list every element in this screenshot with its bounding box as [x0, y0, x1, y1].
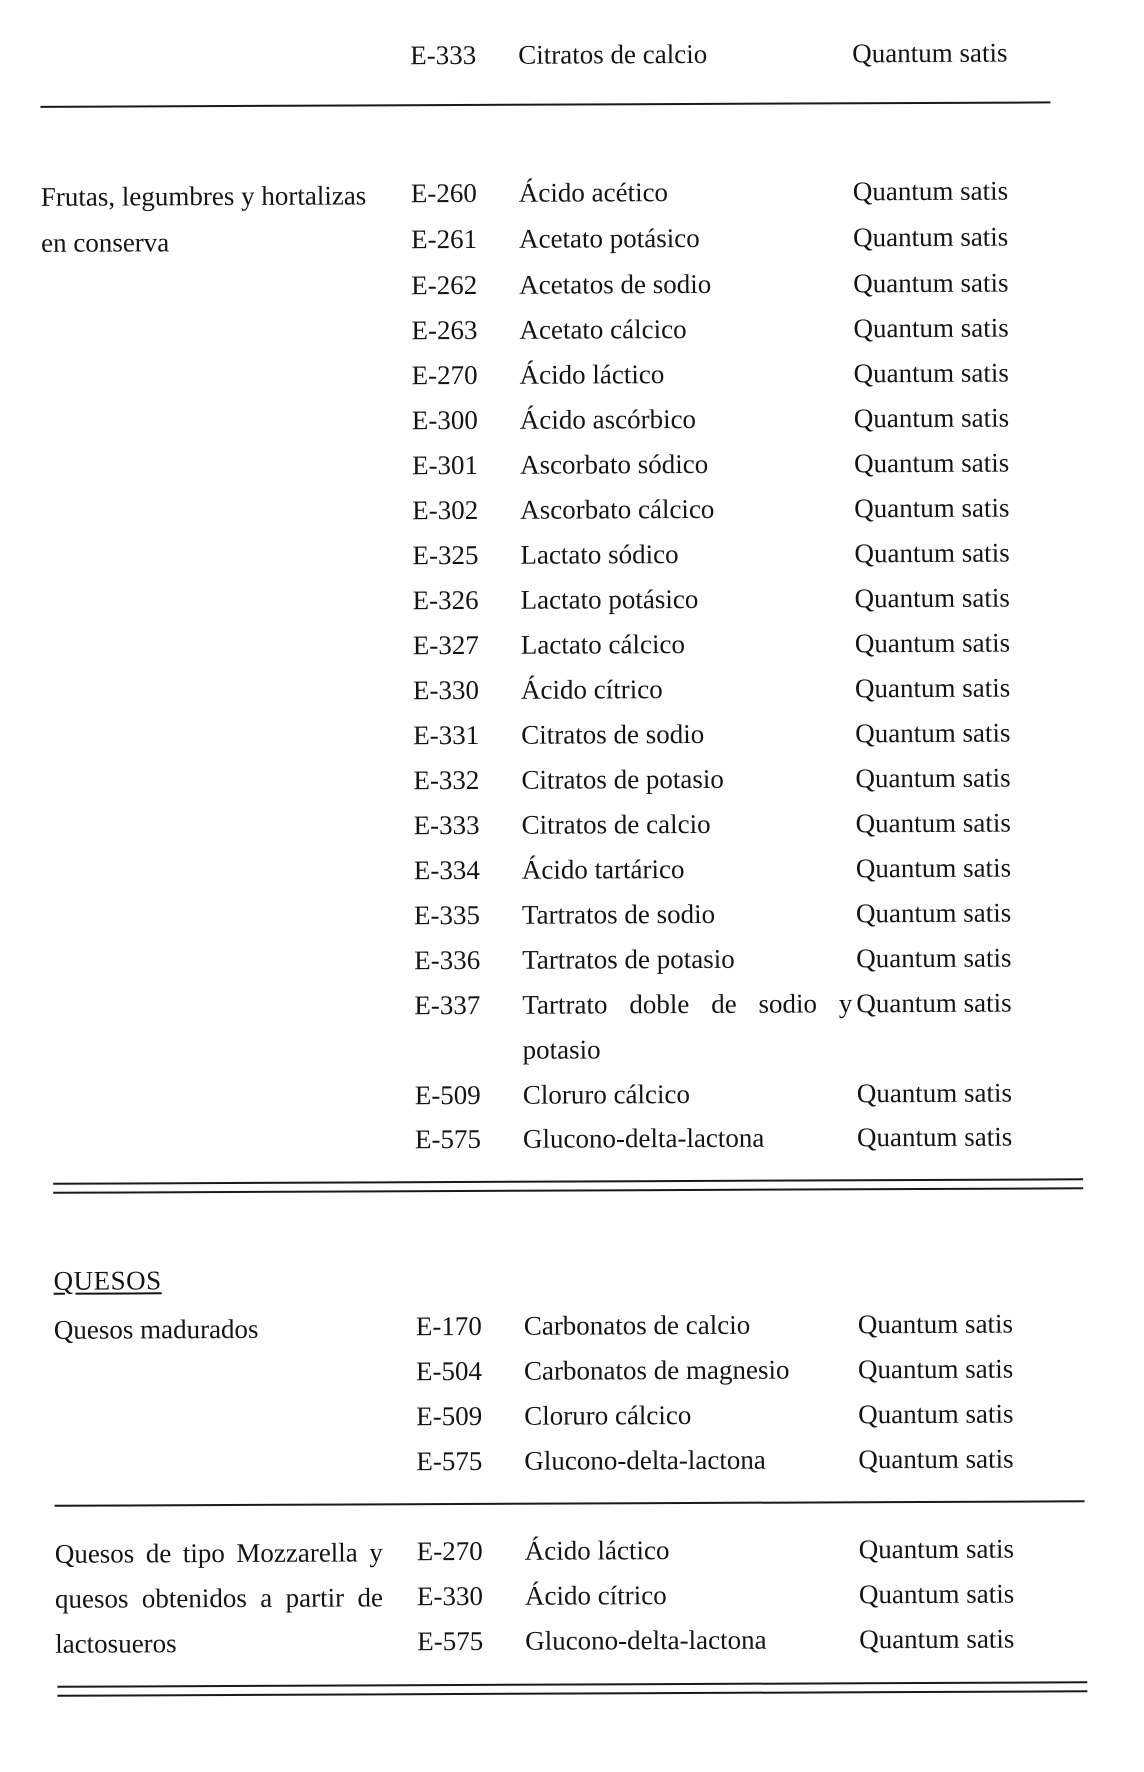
additive-quantity: Quantum satis	[853, 357, 1009, 389]
additive-code: E-330	[412, 674, 480, 706]
additive-quantity: Quantum satis	[852, 175, 1009, 207]
additive-code: E-302	[412, 494, 479, 526]
additive-code: E-325	[412, 539, 479, 571]
additive-quantity: Quantum satis	[855, 717, 1011, 749]
additive-name: Ácido ascórbico	[519, 403, 697, 435]
additive-quantity: Quantum satis	[859, 1623, 1015, 1655]
additive-code: E-261	[410, 223, 478, 255]
additive-name: Lactato potásico	[520, 583, 699, 615]
additive-name: Lactato cálcico	[520, 629, 686, 660]
additive-name: Ascorbato sódico	[519, 448, 709, 480]
additive-name: Acetato potásico	[518, 222, 700, 254]
additive-quantity: Quantum satis	[852, 37, 1008, 69]
additive-name	[522, 986, 852, 1021]
category-label	[55, 1580, 383, 1615]
category-label-text: quesos obtenidos a partir de	[54, 1582, 384, 1614]
additive-name: Carbonatos de magnesio	[523, 1354, 790, 1386]
table-row	[0, 35, 1144, 74]
additive-quantity: Quantum satis	[858, 1533, 1015, 1565]
category-label-text: Quesos de tipo Mozzarella y	[54, 1537, 383, 1569]
additive-name-text: Tartrato doble de sodio y	[522, 988, 853, 1020]
additive-code: E-335	[413, 899, 481, 931]
additive-code: E-262	[411, 269, 478, 301]
additive-quantity: Quantum satis	[858, 1398, 1014, 1430]
additive-code: E-327	[412, 629, 479, 661]
category-label: Quesos madurados	[53, 1313, 259, 1345]
additive-code: E-263	[411, 314, 478, 346]
additive-code: E-331	[413, 719, 480, 751]
divider-line	[55, 1500, 1085, 1506]
additive-code: E-170	[415, 1310, 482, 1342]
additive-quantity: Quantum satis	[855, 852, 1012, 884]
additive-quantity: Quantum satis	[855, 762, 1011, 794]
additive-code: E-575	[414, 1123, 482, 1155]
additive-quantity: Quantum satis	[854, 672, 1011, 704]
additive-name: Ácido cítrico	[524, 1580, 667, 1611]
additive-code: E-504	[415, 1355, 483, 1387]
additive-code: E-301	[411, 449, 479, 481]
additive-code: E-270	[416, 1535, 483, 1567]
additive-code: E-326	[412, 584, 479, 616]
additive-quantity: Quantum satis	[854, 582, 1010, 614]
additive-name: potasio	[522, 1034, 601, 1065]
additive-quantity: Quantum satis	[857, 1353, 1014, 1385]
category-label: en conserva	[40, 227, 170, 258]
additive-quantity: Quantum satis	[854, 537, 1010, 569]
additive-name: Lactato sódico	[520, 539, 679, 570]
additive-code: E-575	[417, 1625, 484, 1657]
additive-name: Acetatos de sodio	[519, 268, 712, 300]
additive-quantity: Quantum satis	[858, 1443, 1014, 1475]
additive-name: Tartratos de sodio	[521, 898, 716, 930]
additive-name: Citratos de potasio	[521, 763, 724, 795]
additive-name: Acetato cálcico	[519, 314, 687, 345]
category-label: lactosueros	[55, 1628, 177, 1659]
additive-quantity: Quantum satis	[853, 402, 1010, 434]
additive-quantity: Quantum satis	[855, 897, 1012, 929]
additive-code: E-337	[414, 989, 481, 1021]
additive-name: Citratos de calcio	[518, 38, 708, 70]
additive-name: Cloruro cálcico	[524, 1399, 692, 1431]
additive-code: E-333	[410, 39, 477, 71]
additive-quantity: Quantum satis	[856, 987, 1012, 1019]
additive-name: Ácido láctico	[519, 359, 665, 390]
additive-name: Ascorbato cálcico	[520, 493, 715, 525]
additive-name: Glucono-delta-lactona	[522, 1122, 765, 1154]
additive-quantity: Quantum satis	[854, 492, 1010, 524]
additive-quantity: Quantum satis	[853, 312, 1009, 344]
additive-name: Citratos de sodio	[521, 718, 705, 750]
additive-code: E-575	[416, 1445, 483, 1477]
additive-quantity: Quantum satis	[853, 267, 1009, 299]
section-title: QUESOS	[53, 1265, 162, 1296]
additive-code: E-330	[416, 1580, 484, 1612]
additive-code: E-332	[413, 764, 480, 796]
additive-code: E-334	[413, 854, 480, 886]
additive-name: Ácido cítrico	[520, 674, 663, 705]
double-divider-line	[53, 1178, 1083, 1193]
additive-name: Glucono-delta-lactona	[525, 1624, 767, 1656]
additive-code: E-336	[414, 944, 481, 976]
additive-name: Ácido tartárico	[521, 854, 685, 885]
category-label	[55, 1535, 383, 1570]
additive-name: Carbonatos de calcio	[523, 1309, 751, 1341]
additive-quantity: Quantum satis	[856, 942, 1012, 974]
additive-quantity: Quantum satis	[855, 807, 1011, 839]
additive-quantity: Quantum satis	[853, 447, 1010, 479]
additive-quantity: Quantum satis	[858, 1578, 1015, 1610]
additive-quantity: Quantum satis	[856, 1077, 1013, 1109]
additive-quantity: Quantum satis	[852, 221, 1009, 253]
category-label: Frutas, legumbres y hortalizas	[40, 180, 367, 212]
double-divider-line	[57, 1681, 1087, 1696]
divider-line	[40, 101, 1050, 107]
additive-name: Glucono-delta-lactona	[524, 1444, 766, 1476]
additive-name: Tartratos de potasio	[522, 943, 735, 975]
additive-quantity: Quantum satis	[856, 1121, 1013, 1153]
additive-name: Ácido acético	[518, 177, 669, 208]
additive-code: E-333	[413, 809, 480, 841]
additive-name: Citratos de calcio	[521, 808, 711, 840]
additive-code: E-260	[410, 177, 477, 209]
additive-quantity: Quantum satis	[857, 1308, 1014, 1340]
additive-name: Cloruro cálcico	[522, 1079, 691, 1110]
additive-quantity: Quantum satis	[854, 627, 1011, 659]
additive-code: E-509	[416, 1400, 483, 1432]
additive-name: Ácido láctico	[524, 1535, 670, 1566]
additive-code: E-270	[411, 359, 478, 391]
additive-code: E-509	[414, 1079, 481, 1111]
additive-code: E-300	[411, 404, 478, 436]
